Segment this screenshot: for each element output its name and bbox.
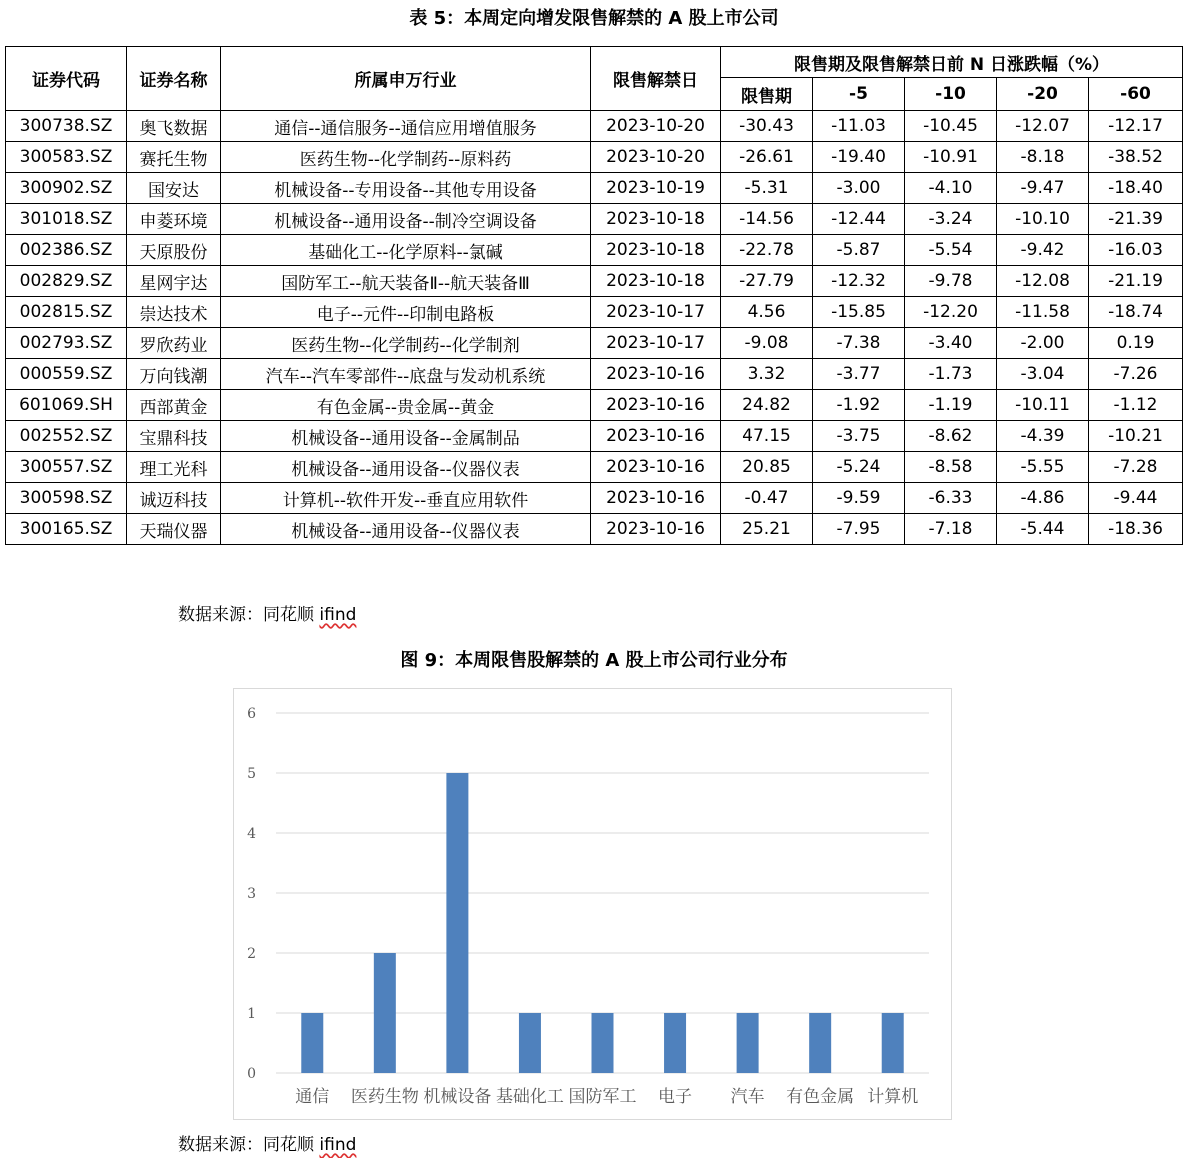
cell-lock-period: 3.32 [721, 359, 813, 390]
cell-name: 申菱环境 [127, 204, 221, 235]
cell-n5: -12.44 [813, 204, 905, 235]
table-row [6, 142, 1183, 173]
table-row [6, 514, 1183, 545]
cell-date: 2023-10-18 [591, 235, 721, 266]
y-tick-label: 0 [247, 1066, 256, 1082]
cell-n10: -10.91 [905, 142, 997, 173]
cell-industry: 医药生物--化学制药--原料药 [221, 142, 591, 173]
cell-lock-period: 25.21 [721, 514, 813, 545]
chart-source-note [178, 1130, 356, 1155]
cell-code: 002552.SZ [6, 421, 127, 452]
cell-name: 诚迈科技 [127, 483, 221, 514]
y-tick-label: 1 [247, 1006, 256, 1022]
cell-code: 300902.SZ [6, 173, 127, 204]
cell-name: 理工光科 [127, 452, 221, 483]
cell-n20: -5.55 [997, 452, 1089, 483]
cell-lock-period: 20.85 [721, 452, 813, 483]
cell-date: 2023-10-16 [591, 514, 721, 545]
cell-date: 2023-10-20 [591, 142, 721, 173]
cell-n5: -19.40 [813, 142, 905, 173]
cell-industry: 机械设备--通用设备--制冷空调设备 [221, 204, 591, 235]
source-name: ifind [319, 605, 357, 625]
y-tick-label: 2 [247, 946, 256, 962]
cell-n10: -1.19 [905, 390, 997, 421]
cell-n20: -10.10 [997, 204, 1089, 235]
header-change-group: 限售期及限售解禁日前 N 日涨跌幅（%） [721, 47, 1183, 78]
cell-code: 002815.SZ [6, 297, 127, 328]
cell-n20: -2.00 [997, 328, 1089, 359]
cell-code: 301018.SZ [6, 204, 127, 235]
cell-n10: -7.18 [905, 514, 997, 545]
cell-date: 2023-10-16 [591, 421, 721, 452]
table-row [6, 297, 1183, 328]
table-row [6, 266, 1183, 297]
bar-7 [737, 1013, 759, 1073]
cell-n20: -9.47 [997, 173, 1089, 204]
x-tick-label: 医药生物 [350, 1087, 419, 1107]
cell-lock-period: -22.78 [721, 235, 813, 266]
x-tick-label: 国防军工 [568, 1087, 637, 1107]
table-row [6, 204, 1183, 235]
header-n20: -20 [997, 78, 1089, 111]
cell-n20: -11.58 [997, 297, 1089, 328]
cell-industry: 计算机--软件开发--垂直应用软件 [221, 483, 591, 514]
bar-4 [519, 1013, 541, 1073]
cell-n5: -11.03 [813, 111, 905, 142]
cell-n10: -1.73 [905, 359, 997, 390]
cell-n60: -10.21 [1089, 421, 1183, 452]
cell-n60: -1.12 [1089, 390, 1183, 421]
cell-n10: -8.58 [905, 452, 997, 483]
cell-code: 002793.SZ [6, 328, 127, 359]
cell-n20: -12.07 [997, 111, 1089, 142]
cell-n10: -10.45 [905, 111, 997, 142]
cell-n5: -3.00 [813, 173, 905, 204]
cell-code: 002386.SZ [6, 235, 127, 266]
header-name: 证券名称 [127, 47, 221, 111]
cell-lock-period: -30.43 [721, 111, 813, 142]
cell-n60: -38.52 [1089, 142, 1183, 173]
bar-6 [664, 1013, 686, 1073]
cell-lock-period: -5.31 [721, 173, 813, 204]
cell-code: 000559.SZ [6, 359, 127, 390]
cell-n20: -10.11 [997, 390, 1089, 421]
y-tick-label: 4 [247, 826, 256, 842]
cell-date: 2023-10-17 [591, 297, 721, 328]
cell-date: 2023-10-18 [591, 266, 721, 297]
cell-n5: -5.87 [813, 235, 905, 266]
cell-n5: -3.75 [813, 421, 905, 452]
y-tick-label: 5 [247, 766, 256, 782]
cell-n10: -3.40 [905, 328, 997, 359]
cell-n5: -3.77 [813, 359, 905, 390]
cell-date: 2023-10-16 [591, 483, 721, 514]
header-n10: -10 [905, 78, 997, 111]
cell-lock-period: -27.79 [721, 266, 813, 297]
cell-lock-period: -0.47 [721, 483, 813, 514]
table-row [6, 111, 1183, 142]
cell-n20: -12.08 [997, 266, 1089, 297]
cell-code: 300557.SZ [6, 452, 127, 483]
cell-industry: 电子--元件--印制电路板 [221, 297, 591, 328]
cell-n5: -7.38 [813, 328, 905, 359]
header-industry: 所属申万行业 [221, 47, 591, 111]
cell-n10: -5.54 [905, 235, 997, 266]
table-row [6, 328, 1183, 359]
cell-n20: -8.18 [997, 142, 1089, 173]
cell-n20: -9.42 [997, 235, 1089, 266]
cell-code: 300738.SZ [6, 111, 127, 142]
cell-industry: 国防军工--航天装备Ⅱ--航天装备Ⅲ [221, 266, 591, 297]
cell-lock-period: -9.08 [721, 328, 813, 359]
cell-date: 2023-10-16 [591, 390, 721, 421]
cell-lock-period: -14.56 [721, 204, 813, 235]
table-row [6, 421, 1183, 452]
x-tick-label: 计算机 [867, 1087, 919, 1107]
cell-code: 002829.SZ [6, 266, 127, 297]
cell-n20: -4.86 [997, 483, 1089, 514]
cell-industry: 机械设备--通用设备--仪器仪表 [221, 452, 591, 483]
restricted-shares-table [5, 46, 1183, 545]
cell-name: 赛托生物 [127, 142, 221, 173]
cell-industry: 基础化工--化学原料--氯碱 [221, 235, 591, 266]
x-tick-label: 基础化工 [495, 1087, 564, 1107]
cell-n20: -3.04 [997, 359, 1089, 390]
source-label: 数据来源：同花顺 [178, 1135, 320, 1155]
bar-3 [446, 773, 468, 1073]
cell-lock-period: -26.61 [721, 142, 813, 173]
cell-n60: -12.17 [1089, 111, 1183, 142]
cell-n10: -8.62 [905, 421, 997, 452]
cell-code: 300165.SZ [6, 514, 127, 545]
x-tick-label: 有色金属 [786, 1087, 855, 1107]
x-tick-label: 机械设备 [423, 1087, 492, 1107]
header-n60: -60 [1089, 78, 1183, 111]
header-lock-period: 限售期 [721, 78, 813, 111]
cell-name: 星网宇达 [127, 266, 221, 297]
cell-date: 2023-10-20 [591, 111, 721, 142]
cell-industry: 机械设备--通用设备--金属制品 [221, 421, 591, 452]
cell-date: 2023-10-16 [591, 452, 721, 483]
cell-n60: 0.19 [1089, 328, 1183, 359]
cell-n60: -9.44 [1089, 483, 1183, 514]
cell-lock-period: 4.56 [721, 297, 813, 328]
table-row [6, 235, 1183, 266]
y-tick-label: 6 [247, 706, 256, 722]
cell-n60: -21.19 [1089, 266, 1183, 297]
bar-5 [592, 1013, 614, 1073]
cell-n5: -1.92 [813, 390, 905, 421]
cell-code: 300583.SZ [6, 142, 127, 173]
cell-industry: 医药生物--化学制药--化学制剂 [221, 328, 591, 359]
cell-n60: -16.03 [1089, 235, 1183, 266]
bar-9 [882, 1013, 904, 1073]
cell-industry: 有色金属--贵金属--黄金 [221, 390, 591, 421]
table-row [6, 390, 1183, 421]
bar-8 [809, 1013, 831, 1073]
cell-date: 2023-10-16 [591, 359, 721, 390]
cell-name: 罗欣药业 [127, 328, 221, 359]
cell-lock-period: 24.82 [721, 390, 813, 421]
cell-n5: -12.32 [813, 266, 905, 297]
cell-n60: -18.40 [1089, 173, 1183, 204]
y-tick-label: 3 [247, 886, 256, 902]
cell-n5: -5.24 [813, 452, 905, 483]
x-tick-label: 通信 [295, 1087, 330, 1107]
cell-industry: 机械设备--专用设备--其他专用设备 [221, 173, 591, 204]
cell-n10: -3.24 [905, 204, 997, 235]
cell-industry: 机械设备--通用设备--仪器仪表 [221, 514, 591, 545]
table-row [6, 359, 1183, 390]
cell-n60: -18.74 [1089, 297, 1183, 328]
cell-n5: -15.85 [813, 297, 905, 328]
x-tick-label: 汽车 [730, 1087, 765, 1107]
cell-name: 宝鼎科技 [127, 421, 221, 452]
cell-n10: -6.33 [905, 483, 997, 514]
cell-name: 西部黄金 [127, 390, 221, 421]
x-tick-label: 电子 [658, 1087, 693, 1107]
header-code: 证券代码 [6, 47, 127, 111]
table-row [6, 452, 1183, 483]
cell-n60: -7.26 [1089, 359, 1183, 390]
cell-n10: -12.20 [905, 297, 997, 328]
cell-n20: -5.44 [997, 514, 1089, 545]
cell-name: 奥飞数据 [127, 111, 221, 142]
cell-n60: -21.39 [1089, 204, 1183, 235]
cell-name: 天瑞仪器 [127, 514, 221, 545]
cell-name: 万向钱潮 [127, 359, 221, 390]
table-source-note [178, 600, 356, 625]
cell-n10: -4.10 [905, 173, 997, 204]
bar-1 [301, 1013, 323, 1073]
cell-n10: -9.78 [905, 266, 997, 297]
table-title: 表 5：本周定向增发限售解禁的 A 股上市公司 [409, 8, 779, 29]
cell-name: 天原股份 [127, 235, 221, 266]
industry-bar-chart [233, 688, 952, 1120]
cell-name: 国安达 [127, 173, 221, 204]
source-name: ifind [319, 1135, 357, 1155]
source-label: 数据来源：同花顺 [178, 605, 320, 625]
chart-title: 图 9：本周限售股解禁的 A 股上市公司行业分布 [400, 650, 788, 671]
cell-lock-period: 47.15 [721, 421, 813, 452]
table-row [6, 483, 1183, 514]
cell-industry: 汽车--汽车零部件--底盘与发动机系统 [221, 359, 591, 390]
bar-2 [374, 953, 396, 1073]
cell-n60: -7.28 [1089, 452, 1183, 483]
cell-n20: -4.39 [997, 421, 1089, 452]
cell-code: 300598.SZ [6, 483, 127, 514]
header-n5: -5 [813, 78, 905, 111]
cell-n5: -9.59 [813, 483, 905, 514]
cell-name: 崇达技术 [127, 297, 221, 328]
header-date: 限售解禁日 [591, 47, 721, 111]
cell-date: 2023-10-19 [591, 173, 721, 204]
cell-industry: 通信--通信服务--通信应用增值服务 [221, 111, 591, 142]
cell-n60: -18.36 [1089, 514, 1183, 545]
cell-date: 2023-10-18 [591, 204, 721, 235]
cell-date: 2023-10-17 [591, 328, 721, 359]
table-row [6, 173, 1183, 204]
cell-n5: -7.95 [813, 514, 905, 545]
chart-svg [234, 689, 951, 1119]
cell-code: 601069.SH [6, 390, 127, 421]
